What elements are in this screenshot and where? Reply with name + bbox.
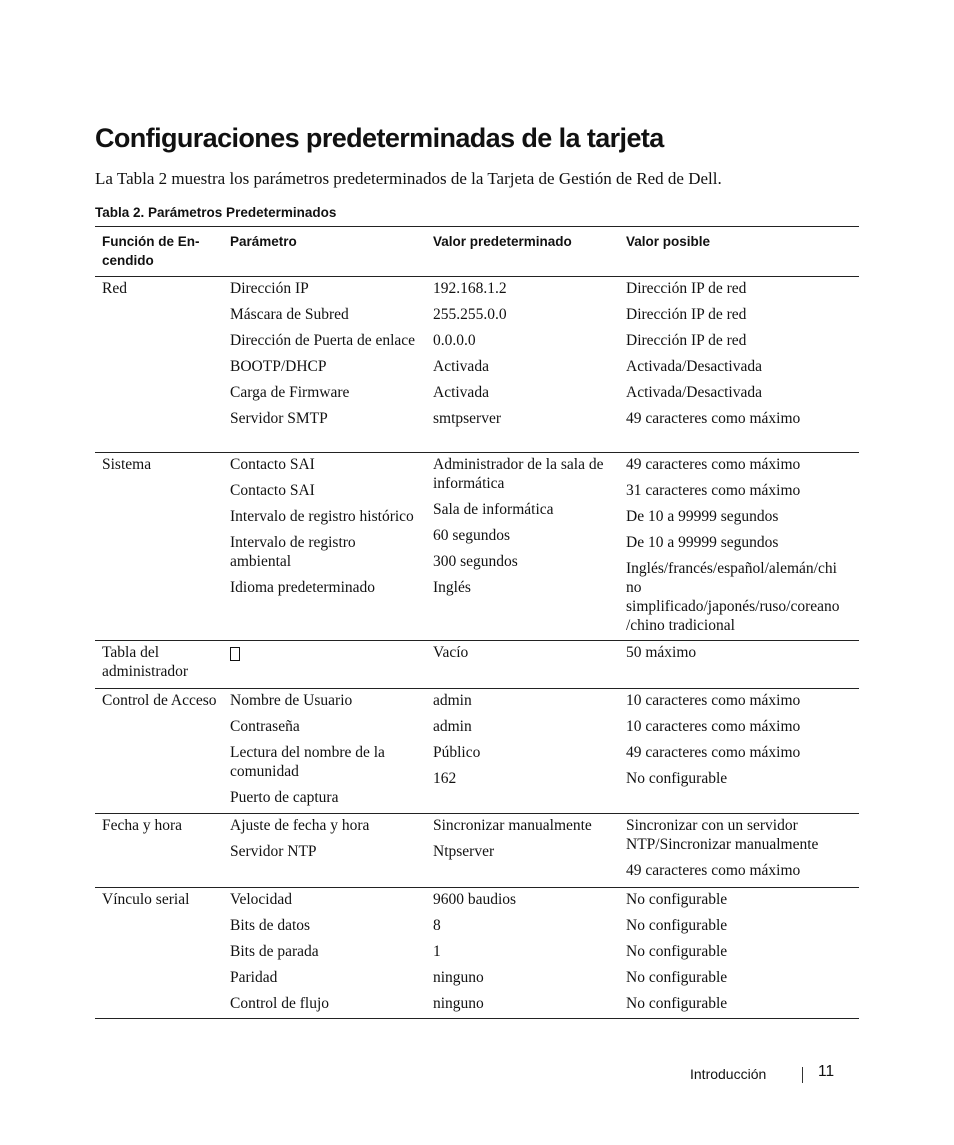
parameter-item: Dirección de Puerta de enlace — [230, 332, 416, 349]
table-caption: Tabla 2. Parámetros Predeterminados — [95, 205, 337, 220]
possible-value-item: Dirección IP de red — [626, 332, 747, 349]
parameter-item: Idioma predeterminado — [230, 579, 376, 596]
header-function: Función de En- cendido — [95, 227, 223, 277]
default-value-item: ninguno — [433, 969, 484, 986]
function-cell: Fecha y hora — [95, 814, 223, 888]
default-value-item: Activada — [433, 358, 489, 375]
header-default-value: Valor predeterminado — [426, 227, 619, 277]
footer-separator — [802, 1067, 803, 1083]
default-value-cell — [426, 814, 619, 888]
default-value-cell — [426, 888, 619, 1019]
possible-value-item: 50 máximo — [626, 644, 697, 661]
parameter-item: Nombre de Usuario — [230, 692, 353, 709]
possible-value-item: De 10 a 99999 segundos — [626, 508, 779, 525]
parameter-item: Control de flujo — [230, 995, 330, 1012]
possible-value-cell — [619, 814, 859, 888]
default-value-item: 1 — [433, 943, 441, 960]
possible-value-item: Activada/Desactivada — [626, 384, 762, 401]
footer-section-name: Introducción — [690, 1066, 767, 1082]
function-cell: Sistema — [95, 453, 223, 641]
page-title: Configuraciones predeterminadas de la tarjeta — [95, 123, 664, 153]
default-value-item: 162 — [433, 770, 457, 787]
parameter-cell — [223, 689, 426, 814]
possible-value-item: Activada/Desactivada — [626, 358, 762, 375]
default-value-item: 9600 baudios — [433, 891, 517, 908]
parameter-item: Intervalo de registro histórico — [230, 508, 414, 525]
default-value-item: admin — [433, 718, 472, 735]
default-value-item: 8 — [433, 917, 441, 934]
default-value-item: smtpserver — [433, 410, 502, 427]
table-row — [95, 277, 859, 453]
parameter-cell — [223, 641, 426, 689]
parameter-item: Servidor NTP — [230, 843, 317, 860]
header-parameter: Parámetro — [223, 227, 426, 277]
default-value-item: 255.255.0.0 — [433, 306, 507, 323]
default-value-item: ninguno — [433, 995, 484, 1012]
possible-value-item: 31 caracteres como máximo — [626, 482, 801, 499]
default-value-item: 60 segundos — [433, 527, 511, 544]
possible-value-item: 49 caracteres como máximo — [626, 456, 801, 473]
parameter-cell — [223, 888, 426, 1019]
possible-value-item: No configurable — [626, 770, 728, 787]
default-value-item: Administrador de la sala de informática — [433, 456, 604, 492]
possible-value-item: Sincronizar con un servidor NTP/Sincronizar manualmente — [626, 817, 819, 853]
possible-value-item: De 10 a 99999 segundos — [626, 534, 779, 551]
default-value-cell — [426, 689, 619, 814]
table-row — [95, 888, 859, 1019]
default-value-item: Público — [433, 744, 481, 761]
parameter-item: Bits de datos — [230, 917, 311, 934]
possible-value-item: No configurable — [626, 943, 728, 960]
parameter-cell — [223, 814, 426, 888]
table-header-row — [95, 227, 859, 277]
possible-value-cell — [619, 453, 859, 641]
parameter-item: Dirección IP — [230, 280, 309, 297]
parameter-item: Bits de parada — [230, 943, 319, 960]
parameter-item: Contacto SAI — [230, 456, 315, 473]
default-value-item: Inglés — [433, 579, 471, 596]
page-number: 11 — [818, 1063, 835, 1080]
parameter-item: Ajuste de fecha y hora — [230, 817, 370, 834]
empty-box-icon — [230, 647, 240, 661]
parameter-item: Lectura del nombre de la comunidad — [230, 744, 385, 780]
default-value-cell — [426, 277, 619, 453]
parameter-item: Velocidad — [230, 891, 292, 908]
parameter-item: Puerto de captura — [230, 789, 339, 806]
table-row — [95, 814, 859, 888]
header-possible-value: Valor posible — [619, 227, 859, 277]
parameter-item: Paridad — [230, 969, 278, 986]
possible-value-item: No configurable — [626, 891, 728, 908]
default-value-item: admin — [433, 692, 472, 709]
possible-value-item: No configurable — [626, 995, 728, 1012]
possible-value-item: 49 caracteres como máximo — [626, 862, 801, 879]
parameter-item: BOOTP/DHCP — [230, 358, 327, 375]
defaults-table — [95, 226, 859, 1019]
possible-value-item: Dirección IP de red — [626, 306, 747, 323]
parameter-item: Carga de Firmware — [230, 384, 350, 401]
default-value-item: Ntpserver — [433, 843, 495, 860]
parameter-item: Servidor SMTP — [230, 410, 328, 427]
intro-paragraph: La Tabla 2 muestra los parámetros predeterminados de la Tarjeta de Gestión de Red de Dell. — [95, 169, 722, 188]
parameter-item: Intervalo de registro ambiental — [230, 534, 356, 570]
possible-value-cell — [619, 641, 859, 689]
default-value-item: Sala de informática — [433, 501, 554, 518]
possible-value-item: No configurable — [626, 969, 728, 986]
possible-value-item: Dirección IP de red — [626, 280, 747, 297]
possible-value-item: Inglés/francés/español/alemán/chi no simplificado/japonés/ruso/coreano /chino tradicional — [626, 560, 840, 634]
possible-value-item: 49 caracteres como máximo — [626, 744, 801, 761]
parameter-cell — [223, 277, 426, 453]
function-cell: Control de Acceso — [95, 689, 223, 814]
function-cell: Red — [95, 277, 223, 453]
function-cell: Vínculo serial — [95, 888, 223, 1019]
default-value-item: 0.0.0.0 — [433, 332, 476, 349]
parameter-item: Máscara de Subred — [230, 306, 349, 323]
possible-value-cell — [619, 888, 859, 1019]
default-value-item: 192.168.1.2 — [433, 280, 507, 297]
default-value-item: Sincronizar manualmente — [433, 817, 592, 834]
parameter-cell — [223, 453, 426, 641]
table-row — [95, 689, 859, 814]
possible-value-item: 49 caracteres como máximo — [626, 410, 801, 427]
table-body — [95, 277, 859, 1019]
default-value-cell — [426, 641, 619, 689]
table-row — [95, 641, 859, 689]
possible-value-cell — [619, 277, 859, 453]
function-cell: Tabla del administrador — [95, 641, 223, 689]
possible-value-item: 10 caracteres como máximo — [626, 718, 801, 735]
parameter-item: Contacto SAI — [230, 482, 315, 499]
default-value-item: Activada — [433, 384, 489, 401]
possible-value-cell — [619, 689, 859, 814]
table-row — [95, 453, 859, 641]
possible-value-item: 10 caracteres como máximo — [626, 692, 801, 709]
parameter-item: Contraseña — [230, 718, 300, 735]
default-value-item: 300 segundos — [433, 553, 518, 570]
default-value-item: Vacío — [433, 644, 469, 661]
default-value-cell — [426, 453, 619, 641]
possible-value-item: No configurable — [626, 917, 728, 934]
